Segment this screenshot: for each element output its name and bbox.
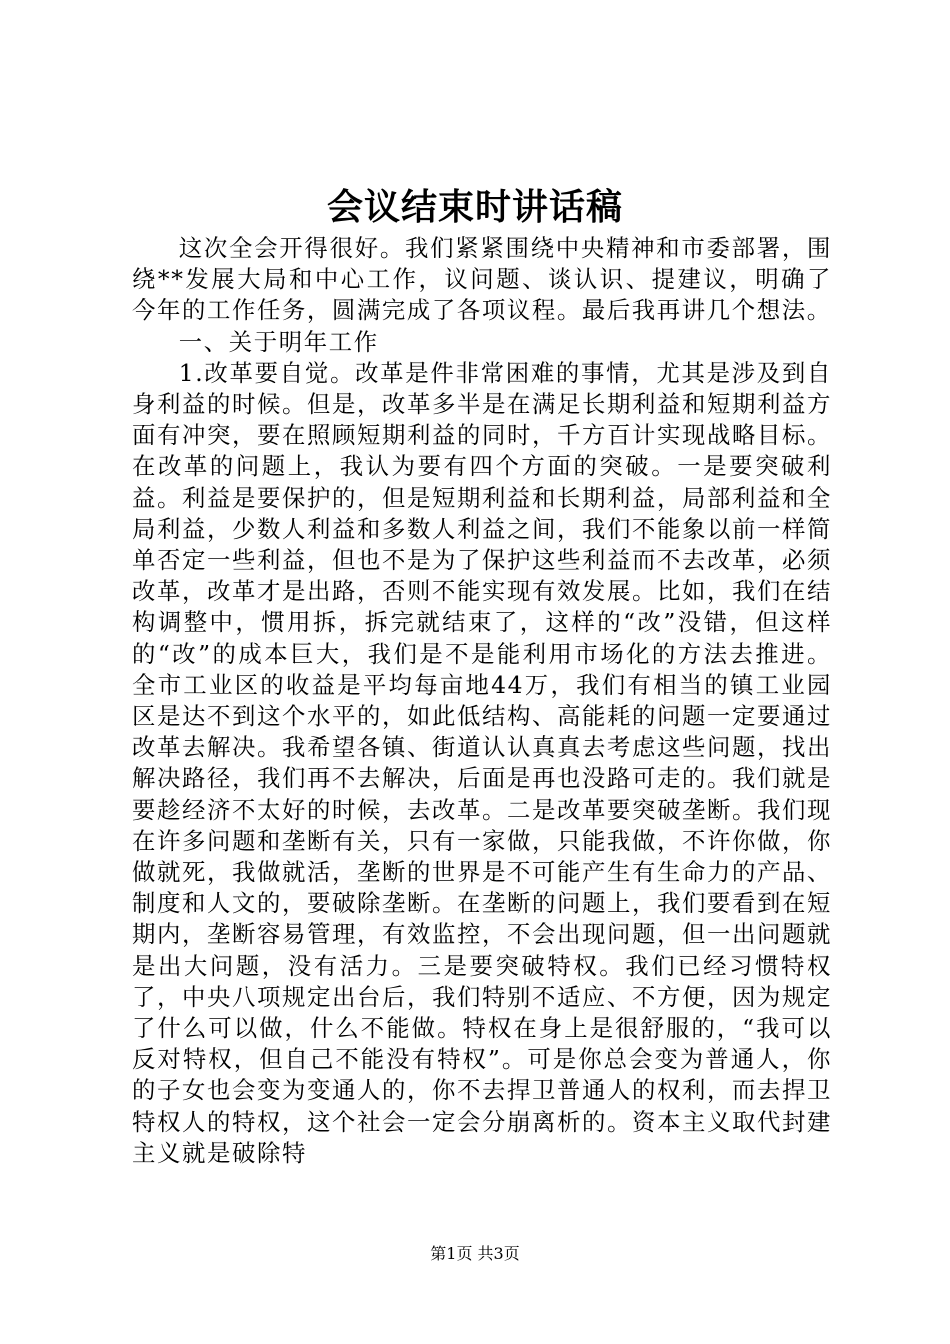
page-footer: 第1页 共3页 [430, 1244, 520, 1263]
document-title: 会议结束时讲话稿 [326, 186, 623, 228]
paragraph-intro: 这次全会开得很好。我们紧紧围绕中央精神和市委部署，围绕**发展大局和中心工作，议问题、谈认识、提建议，明确了今年的工作任务，圆满完成了各项议程。最后我再讲几个想法。 [132, 234, 832, 325]
section-heading: 一、关于明年工作 [178, 327, 379, 356]
document-body [132, 233, 832, 1169]
paragraph-reform: 1.改革要自觉。改革是件非常困难的事情，尤其是涉及到自身利益的时候。但是，改革多半是在满足长期利益和短期利益方面有冲突，要在照顾短期利益的同时，千方百计实现战略目标。在改革的问题上，我认为要有四个方面的突破。一是要突破利益。利益是要保护的，但是短期利益和长期利益，局部利益和全局利益，少数人利益和多数人利益之间，我们不能象以前一样简单否定一些利益，但也不是为了保护这些利益而不去改革，必须改革，改革才是出路，否则不能实现有效发展。比如，我们在结构调整中，惯用拆，拆完就结束了，这样的“改”没错，但这样的“改”的成本巨大，我们是不是能利用市场化的方法去推进。全市工业区的收益是平均每亩地44万，我们有相当的镇工业园区是达不到这个水平的，如此低结构、高能耗的问题一定要通过改革去解决。我希望各镇、街道认认真真去考虑这些问题，找出解决路径，我们再不去解决，后面是再也没路可走的。我们就是要趁经济不太好的时候，去改革。二是改革要突破垄断。我们现在许多问题和垄断有关，只有一家做，只能我做，不许你做，你做就死，我做就活，垄断的世界是不可能产生有生命力的产品、制度和人文的，要破除垄断。在垄断的问题上，我们要看到在短期内，垄断容易管理，有效监控，不会出现问题，但一出问题就是出大问题，没有活力。三是要突破特权。我们已经习惯特权了，中央八项规定出台后，我们特别不适应、不方便，因为规定了什么可以做，什么不能做。特权在身上是很舒服的，“我可以反对特权，但自己不能没有特权”。可是你总会变为普通人，你的子女也会变为变通人的，你不去捍卫普通人的权利，而去捍卫特权人的特权，这个社会一定会分崩离析的。资本主义取代封建主义就是破除特 [132, 358, 832, 1167]
